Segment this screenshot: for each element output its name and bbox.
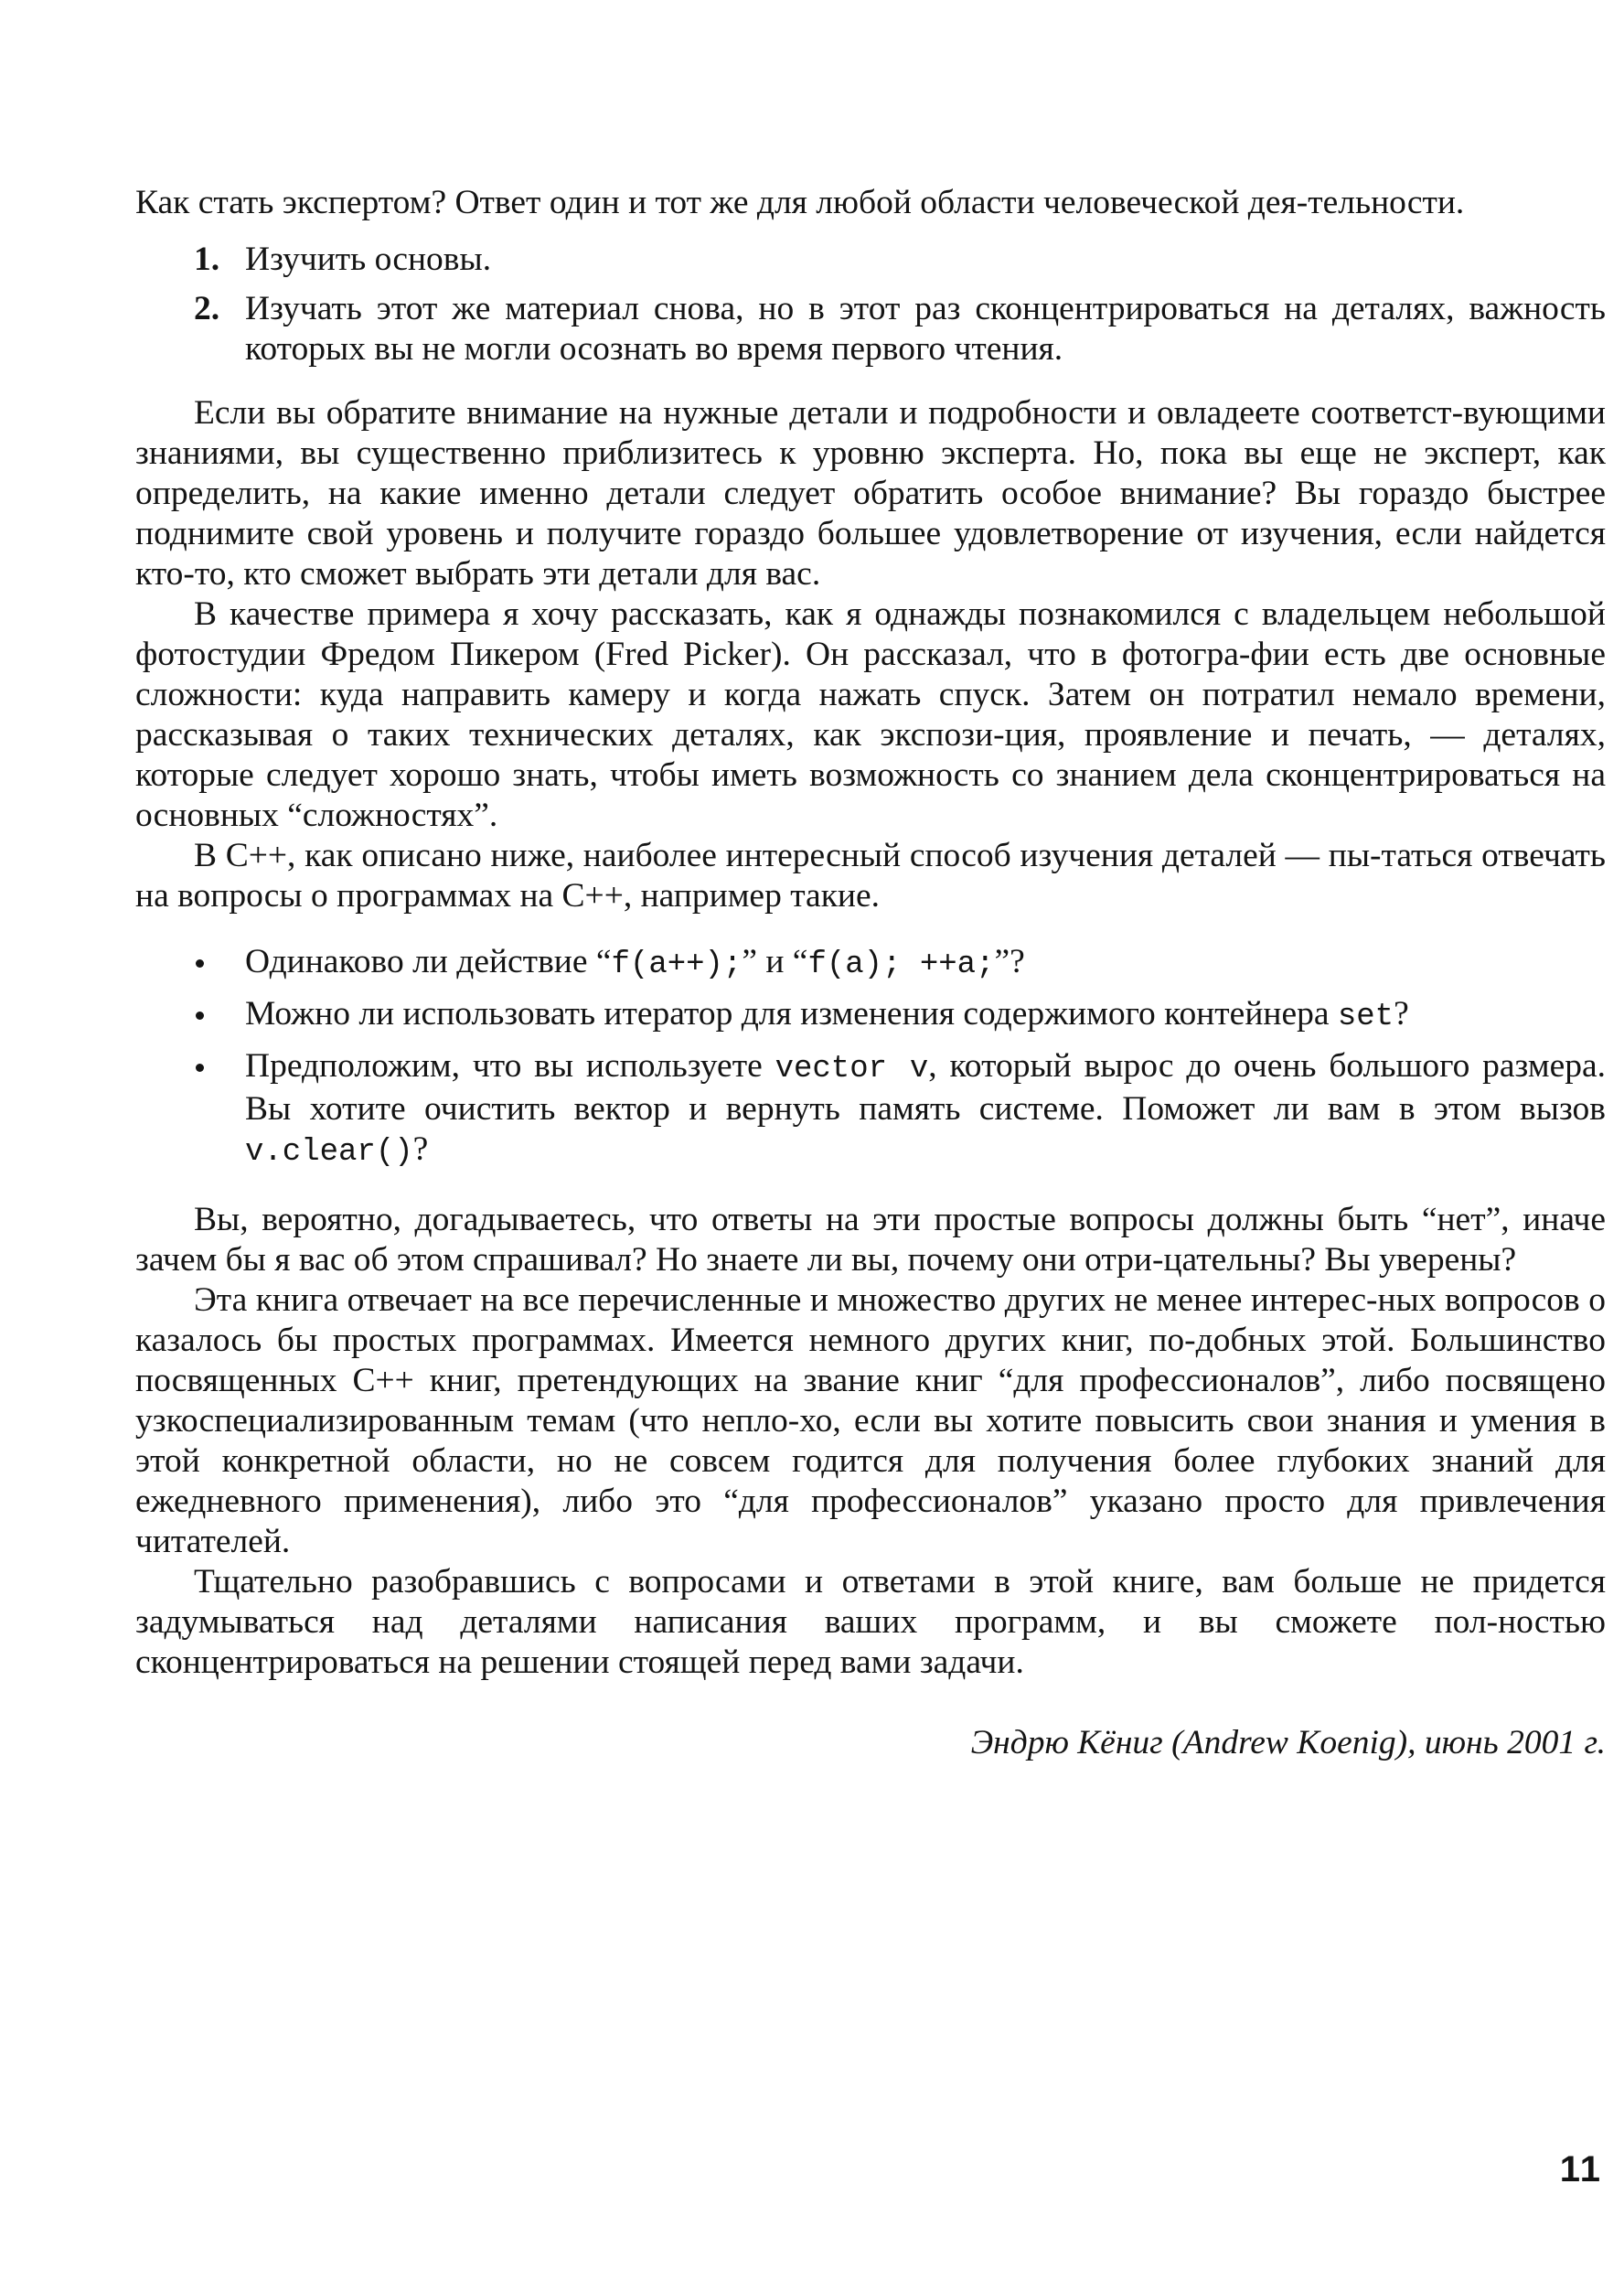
bullet-text: ? — [1394, 995, 1409, 1033]
list-item-text: Изучить основы. — [245, 241, 492, 278]
code-snippet: f(a++); — [611, 947, 743, 982]
bullet-text: Предположим, что вы используете — [245, 1047, 775, 1085]
body-paragraph: Если вы обратите внимание на нужные детали и подробности и овладеете соответст-вующими знаниями, вы существенно приблизитесь к уровню эксперта. Но, пока вы еще не эксперт, как определить, на какие именно детали следует обратить особое внимание? Вы гораздо быстрее поднимите свой уровень и получите гораздо большее удовлетворение от изучения, если найдется кто-то, кто сможет выбрать эти детали для вас. — [135, 394, 1606, 593]
list-number: 1. — [194, 241, 220, 278]
author-signature: Эндрю Кёниг (Andrew Koenig), июнь 2001 г. — [970, 1724, 1606, 1761]
list-item — [135, 1046, 1606, 1172]
code-snippet: f(a); ++a; — [807, 947, 995, 982]
bullet-text: ” и “ — [742, 943, 808, 980]
page-body — [135, 183, 1606, 1763]
body-paragraph: Вы, вероятно, догадываетесь, что ответы на эти простые вопросы должны быть “нет”, иначе зачем бы я вас об этом спрашивал? Но знаете ли вы, почему они отри-цательны? Вы уверены? — [135, 1201, 1606, 1279]
questions-list — [135, 942, 1606, 1172]
bullet-icon — [196, 959, 204, 968]
list-item — [135, 289, 1606, 369]
intro-paragraph: Как стать экспертом? Ответ один и тот же для любой области человеческой дея-тельности. — [135, 184, 1465, 221]
list-number: 2. — [194, 290, 220, 327]
bullet-text: ? — [412, 1130, 429, 1168]
list-item-text: Изучать этот же материал снова, но в этот раз сконцентрироваться на деталях, важность которых вы не могли осознать во время первого чтения. — [245, 290, 1606, 368]
list-item — [135, 994, 1606, 1037]
bullet-text: , который вырос до очень большого размера. Вы хотите очистить вектор и вернуть память системе. Поможет ли вам в этом вызов — [245, 1047, 1606, 1128]
code-snippet: set — [1337, 1000, 1394, 1034]
body-paragraph: Эта книга отвечает на все перечисленные и множество других не менее интерес-ных вопросов о казалось бы простых программах. Имеется немного других книг, по-добных этой. Большинство посвященных C++ книг, претендующих на звание книг “для профессионалов”, либо посвящено узкоспециализированным темам (что непло-хо, если вы хотите повысить свои знания и умения в этой конкретной области, но не совсем годится для получения более глубоких знаний для ежедневного применения), либо это “для профессионалов” указано просто для привлечения читателей. — [135, 1281, 1606, 1560]
list-item — [135, 942, 1606, 985]
bullet-icon — [196, 1064, 204, 1072]
bullet-text: Можно ли использовать итератор для изменения содержимого контейнера — [245, 995, 1338, 1033]
page-number: 11 — [1559, 2149, 1602, 2189]
code-snippet: vector v — [775, 1052, 929, 1087]
code-snippet: v.clear() — [245, 1135, 413, 1170]
bullet-text: ”? — [994, 943, 1025, 980]
body-paragraph: Тщательно разобравшись с вопросами и ответами в этой книге, вам больше не придется задумываться над деталями написания ваших программ, и вы сможете пол-ностью сконцентрироваться на решении стоящей перед вами задачи. — [135, 1563, 1606, 1681]
bullet-icon — [196, 1012, 204, 1020]
body-paragraph: В качестве примера я хочу рассказать, как я однажды познакомился с владельцем небольшой фотостудии Фредом Пикером (Fred Picker). Он рассказал, что в фотогра-фии есть две основные сложности: куда направить камеру и когда нажать спуск. Затем он потратил немало времени, рассказывая о таких технических деталях, как экспози-ция, проявление и печать, — деталях, которые следует хорошо знать, чтобы иметь возможность со знанием дела сконцентрироваться на основных “сложностях”. — [135, 595, 1606, 834]
list-item — [135, 240, 1606, 280]
body-paragraph: В C++, как описано ниже, наиболее интересный способ изучения деталей — пы-таться отвечать на вопросы о программах на C++, например такие. — [135, 837, 1606, 915]
steps-list — [135, 240, 1606, 369]
bullet-text: Одинаково ли действие “ — [245, 943, 612, 980]
